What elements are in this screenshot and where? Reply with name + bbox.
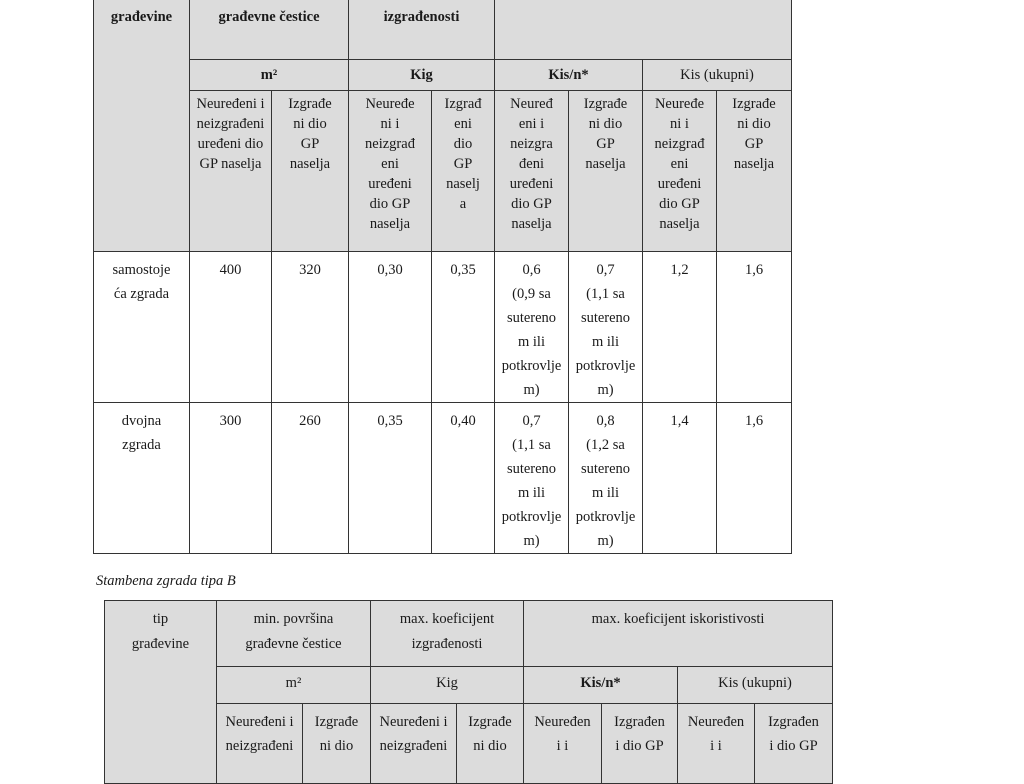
unit-square-meters: m² [190,60,349,91]
header-max-coverage: max. koeficijent izgrađenosti [371,601,524,667]
table-cell: 1,6 [717,252,792,403]
subheader-cell: Neuređeni i neizgrađeni [371,704,457,784]
header-building-type: tip građevine [105,601,217,784]
table-cell: 300 [190,403,272,554]
table-cell: 0,35 [349,403,432,554]
table-cell: 320 [272,252,349,403]
subheader-cell: Izgrađen i dio GP [755,704,833,784]
header-min-plot-area: građevne čestice [190,0,349,60]
subheader-cell: Neuređe ni i neizgrađ eni uređeni dio GP naselja [643,91,717,252]
table-row [94,403,792,554]
table-cell: 1,4 [643,403,717,554]
table-row [94,252,792,403]
subheader-cell: Izgrađe ni dio [303,704,371,784]
header-min-plot-area: min. površina građevne čestice [217,601,371,667]
table-cell: 0,6 (0,9 sa sutereno m ili potkrovlje m) [495,252,569,403]
subheader-cell: Neuređe ni i neizgrađ eni uređeni dio GP naselja [349,91,432,252]
subheader-cell: Neuređen i i [678,704,755,784]
table-cell: 400 [190,252,272,403]
building-parameters-table-a [93,0,792,554]
table-cell: 1,2 [643,252,717,403]
unit-kis-n: Kis/n* [524,667,678,704]
table-cell: 260 [272,403,349,554]
table-cell: 0,7 (1,1 sa sutereno m ili potkrovlje m) [495,403,569,554]
header-max-utilization [495,0,792,60]
subheader-cell: Neuređ eni i neizgra đeni uređeni dio GP naselja [495,91,569,252]
unit-kis-n: Kis/n* [495,60,643,91]
unit-kis-total: Kis (ukupni) [643,60,792,91]
subheader-cell: Izgrađen i dio GP [602,704,678,784]
subheader-cell: Izgrađe ni dio GP naselja [569,91,643,252]
subheader-cell: Izgrađ eni dio GP naselj a [432,91,495,252]
building-parameters-table-b [104,600,833,784]
header-building-type: građevine [94,0,190,252]
subheader-cell: Izgrađe ni dio GP naselja [272,91,349,252]
unit-square-meters: m² [217,667,371,704]
table-cell: 0,30 [349,252,432,403]
table-cell: 0,8 (1,2 sa sutereno m ili potkrovlje m) [569,403,643,554]
subheader-cell: Izgrađe ni dio [457,704,524,784]
row-building-type: dvojna zgrada [94,403,190,554]
table-cell: 0,35 [432,252,495,403]
subheader-cell: Neuređeni i neizgrađeni [217,704,303,784]
table-cell: 1,6 [717,403,792,554]
unit-kig: Kig [349,60,495,91]
unit-kig: Kig [371,667,524,704]
header-max-coverage: izgrađenosti [349,0,495,60]
header-max-utilization: max. koeficijent iskoristivosti [524,601,833,667]
section-caption: Stambena zgrada tipa B [96,573,236,589]
table-cell: 0,40 [432,403,495,554]
subheader-cell: Neuređeni i neizgrađeni uređeni dio GP naselja [190,91,272,252]
unit-kis-total: Kis (ukupni) [678,667,833,704]
subheader-cell: Neuređen i i [524,704,602,784]
row-building-type: samostoje ća zgrada [94,252,190,403]
subheader-cell: Izgrađe ni dio GP naselja [717,91,792,252]
table-cell: 0,7 (1,1 sa sutereno m ili potkrovlje m) [569,252,643,403]
